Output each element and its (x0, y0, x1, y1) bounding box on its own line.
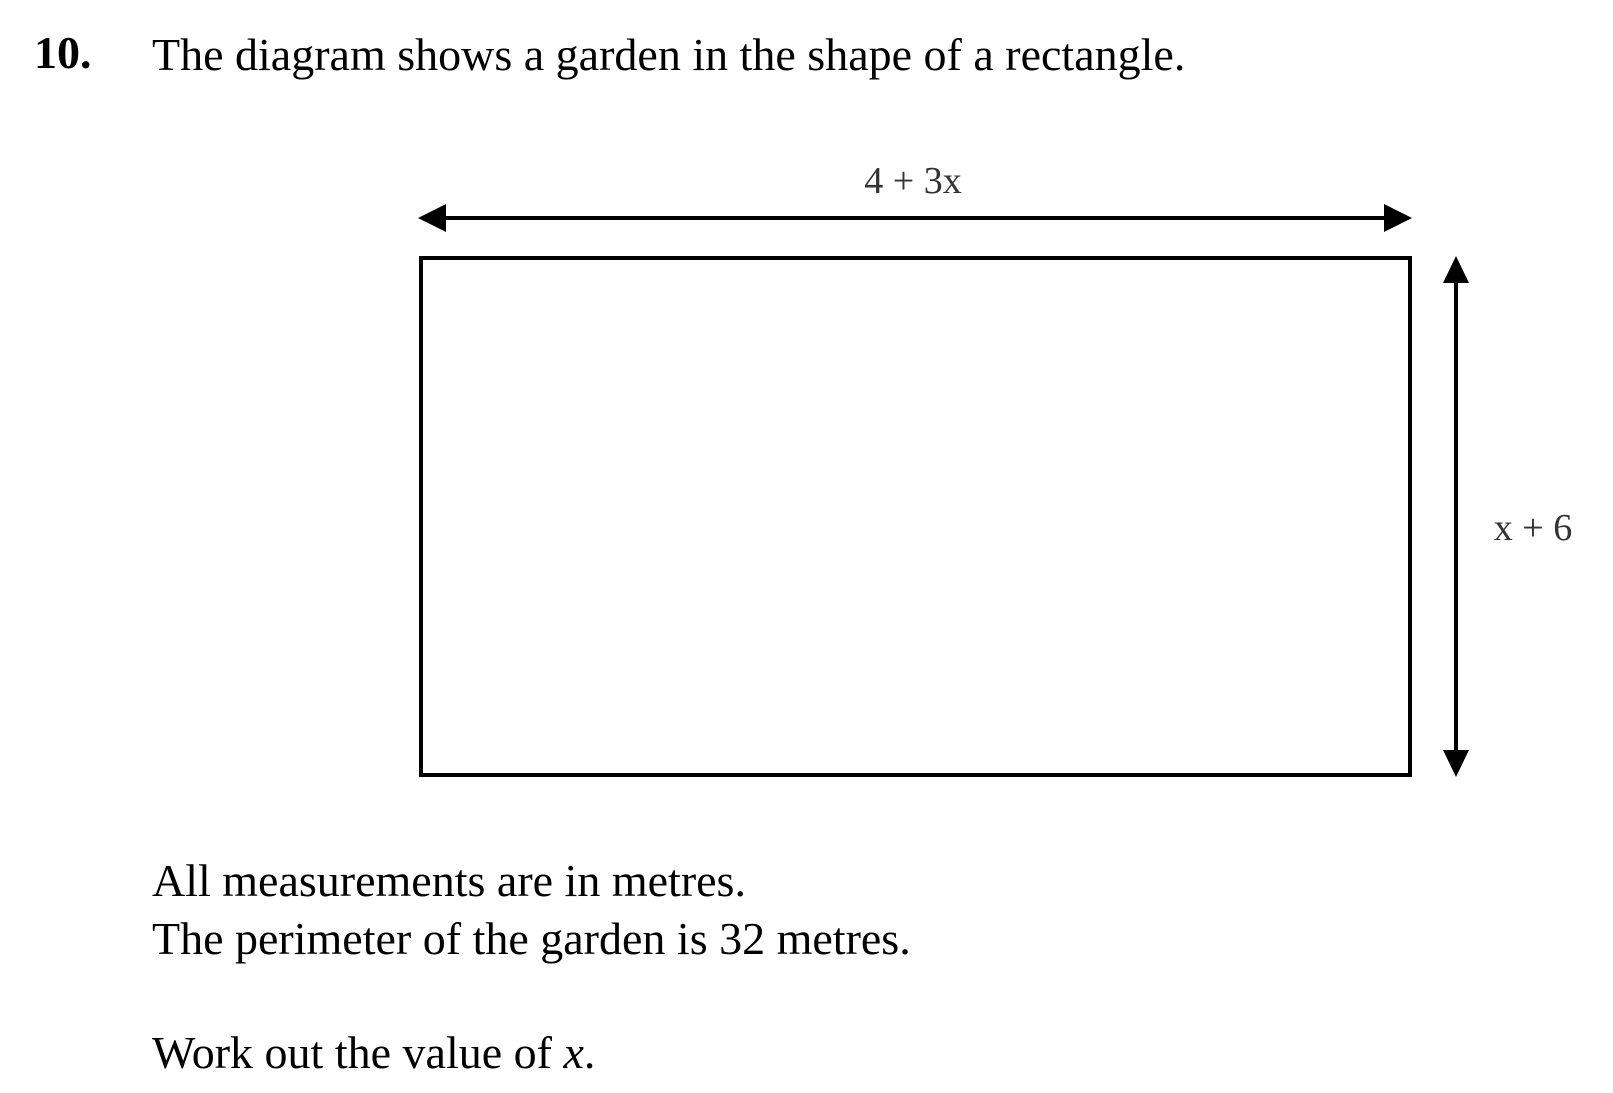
task-instruction (152, 1027, 596, 1078)
garden-rectangle (421, 258, 1410, 775)
width-arrow (418, 204, 1412, 232)
height-label: x + 6 (1493, 507, 1573, 549)
question-number: 10. (34, 27, 92, 78)
task-prefix: Work out the value of (152, 1027, 564, 1078)
width-label: 4 + 3x (864, 160, 962, 202)
info-measurements: All measurements are in metres. (152, 855, 746, 906)
height-arrow (1443, 256, 1469, 777)
task-variable: x (563, 1027, 584, 1078)
task-suffix: . (583, 1027, 596, 1078)
info-perimeter: The perimeter of the garden is 32 metres. (152, 913, 911, 964)
question-text: The diagram shows a garden in the shape of a rectangle. (152, 29, 1186, 80)
